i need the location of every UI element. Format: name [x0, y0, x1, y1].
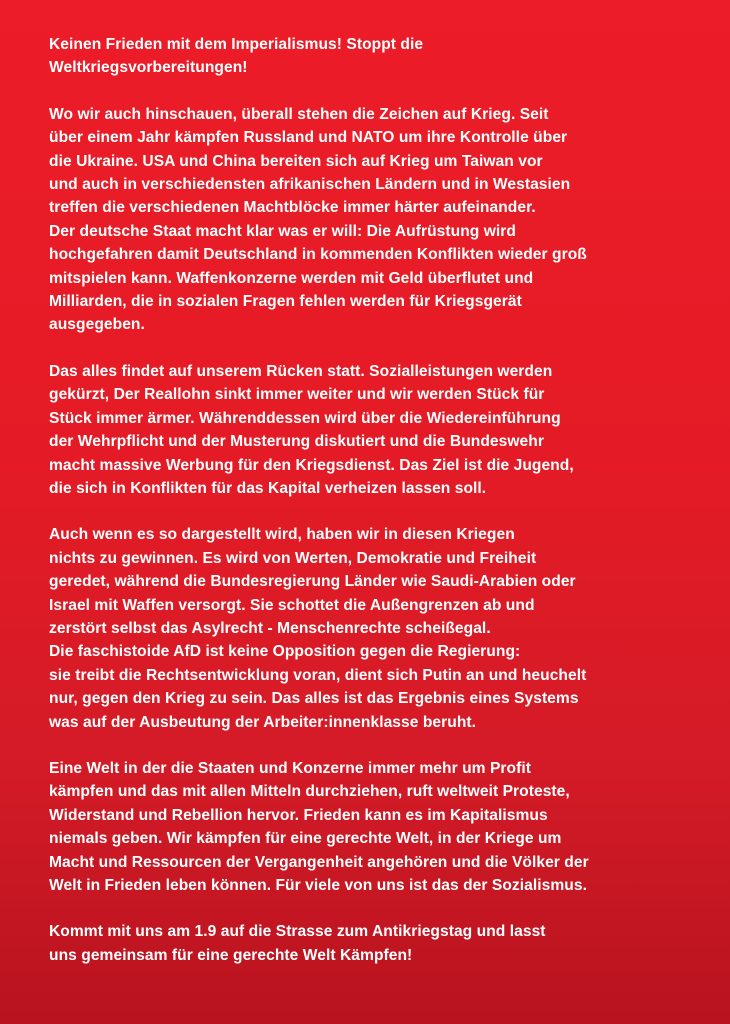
paragraph-social-cuts: Das alles findet auf unserem Rücken statt. Sozialleistungen werden gekürzt, Der Reallohn sinkt immer weiter und wir werden Stück für Stück immer ärmer. Währenddessen wird über die Wiedereinführung der Wehrpflicht und der Musterung diskutiert und die Bundeswehr macht massive Werbung für den Kriegsdienst. Das Ziel ist die Jugend, die sich in Konflikten für das Kapital verheizen lassen soll. — [49, 362, 574, 497]
headline: Keinen Frieden mit dem Imperialismus! Stoppt die Weltkriegsvorbereitungen! — [49, 36, 424, 77]
paragraph-socialism: Eine Welt in der die Staaten und Konzerne immer mehr um Profit kämpfen und das mit allen Mitteln durchziehen, ruft weltweit Proteste, Widerstand und Rebellion hervor. Frieden kann es im Kapitalismus niemals geben. Wir kämpfen für eine gerechte Welt, in der Kriege um Macht und Ressourcen der Vergangenheit angehören und die Völker der Welt in Frieden leben können. Für viele von uns ist das der Sozialismus. — [49, 759, 589, 894]
paragraph-war-signs: Wo wir auch hinschauen, überall stehen die Zeichen auf Krieg. Seit über einem Jahr kämpfen Russland und NATO um ihre Kontrolle über die Ukraine. USA und China bereiten sich auf Krieg um Taiwan vor und auch in verschiedensten afrikanischen Ländern und in Westasien treffen die verschiedenen Machtblöcke immer härter aufeinander. Der deutsche Staat macht klar was er will: Die Aufrüstung wird hochgefahren damit Deutschland in kommenden Konflikten wieder groß mitspielen kann. Waffenkonzerne werden mit Geld überflutet und Milliarden, die in sozialen Fragen fehlen werden für Kriegsgerät ausgegeben. — [49, 105, 587, 334]
call-to-action: Kommt mit uns am 1.9 auf die Strasse zum Antikriegstag und lasst uns gemeinsam für eine gerechte Welt Kämpfen! — [49, 923, 546, 964]
paragraph-nothing-to-win: Auch wenn es so dargestellt wird, haben wir in diesen Kriegen nichts zu gewinnen. Es wird von Werten, Demokratie und Freiheit geredet, während die Bundesregierung Länder wie Saudi-Arabien oder Israel mit Waffen versorgt. Sie schottet die Außengrenzen ab und zerstört selbst das Asylrecht - Menschenrechte scheißegal. Die faschistoide AfD ist keine Opposition gegen die Regierung: sie treibt die Rechtsentwicklung voran, dient sich Putin an und heuchelt nur, gegen den Krieg zu sein. Das alles ist das Ergebnis eines Systems was auf der Ausbeutung der Arbeiter:innenklasse beruht. — [49, 526, 587, 731]
